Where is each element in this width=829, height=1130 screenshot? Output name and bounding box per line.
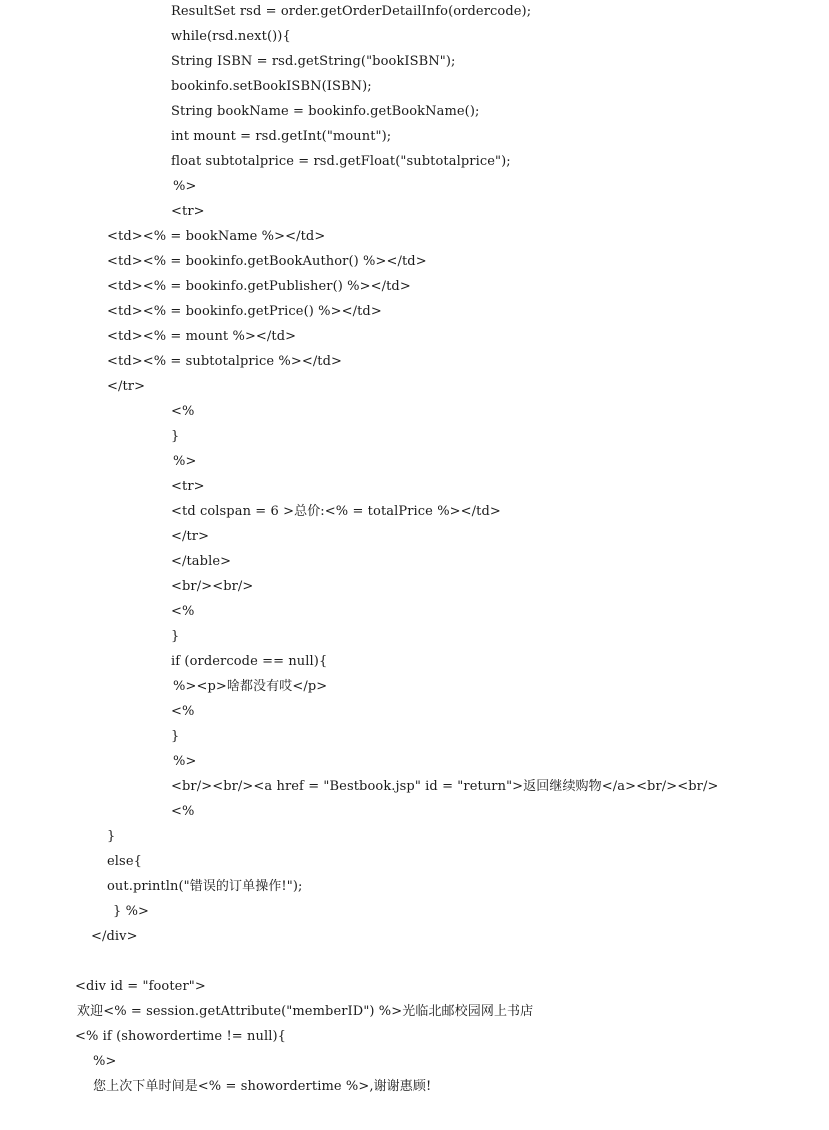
code-line: 您上次下单时间是<% = showordertime %>,谢谢惠顾! [93, 1079, 432, 1094]
code-line: </tr> [171, 529, 210, 544]
code-line: <% if (showordertime != null){ [75, 1029, 287, 1044]
code-line: <% [171, 404, 195, 419]
code-line: <td><% = mount %></td> [107, 329, 297, 344]
code-line: <td><% = bookName %></td> [107, 229, 326, 244]
code-line: } [107, 829, 116, 844]
code-line: 欢迎<% = session.getAttribute("memberID") %>光临北邮校园网上书店 [77, 1004, 534, 1019]
code-line: bookinfo.setBookISBN(ISBN); [171, 79, 372, 94]
code-line: <td><% = bookinfo.getBookAuthor() %></td> [107, 254, 427, 269]
code-line: <td colspan = 6 >总价:<% = totalPrice %></td> [171, 504, 501, 519]
code-line: %> [93, 1054, 117, 1069]
code-line: if (ordercode == null){ [171, 654, 328, 669]
code-line: else{ [107, 854, 142, 869]
code-line: String ISBN = rsd.getString("bookISBN"); [171, 54, 456, 69]
code-line: <br/><br/> [171, 579, 254, 594]
code-line: ResultSet rsd = order.getOrderDetailInfo(ordercode); [171, 4, 532, 19]
code-line: <% [171, 604, 195, 619]
code-line: <tr> [171, 479, 205, 494]
code-line: %> [173, 754, 197, 769]
code-line: while(rsd.next()){ [171, 29, 291, 44]
code-line: <td><% = subtotalprice %></td> [107, 354, 343, 369]
code-line: <br/><br/><a href = "Bestbook.jsp" id = "return">返回继续购物</a><br/><br/> [171, 779, 719, 794]
code-line: <% [171, 704, 195, 719]
code-line: float subtotalprice = rsd.getFloat("subtotalprice"); [171, 154, 511, 169]
code-line: } [171, 629, 180, 644]
code-line: String bookName = bookinfo.getBookName(); [171, 104, 480, 119]
code-line: %> [173, 179, 197, 194]
code-line: <td><% = bookinfo.getPublisher() %></td> [107, 279, 411, 294]
code-line: out.println("错误的订单操作!"); [107, 879, 303, 894]
code-line: %><p>啥都没有哎</p> [173, 679, 328, 694]
code-line: } [171, 429, 180, 444]
code-line: } [171, 729, 180, 744]
code-line: <td><% = bookinfo.getPrice() %></td> [107, 304, 382, 319]
code-line: </tr> [107, 379, 146, 394]
code-line: <% [171, 804, 195, 819]
code-line: </table> [171, 554, 232, 569]
code-line: </div> [91, 929, 138, 944]
code-line: %> [173, 454, 197, 469]
code-line: <div id = "footer"> [75, 979, 206, 994]
code-line: <tr> [171, 204, 205, 219]
code-line: } %> [113, 904, 150, 919]
code-line: int mount = rsd.getInt("mount"); [171, 129, 392, 144]
